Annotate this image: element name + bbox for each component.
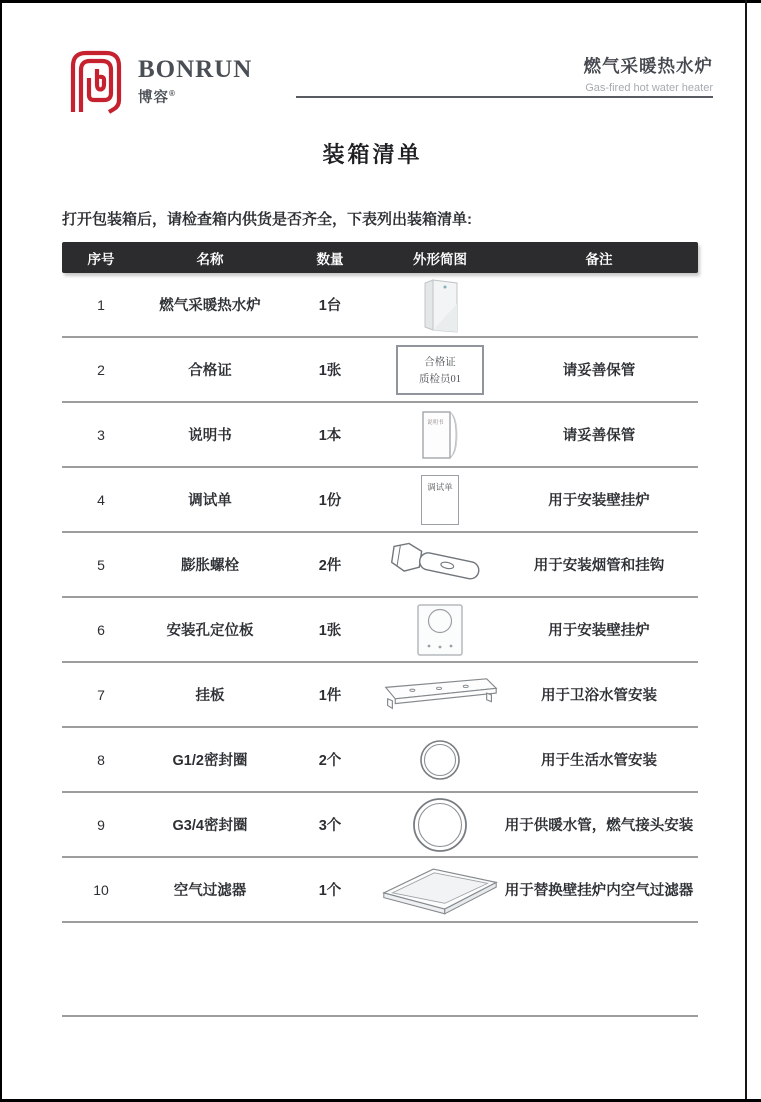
table-row: [62, 403, 698, 468]
heater-sketch: [415, 276, 465, 334]
svg-text:说明书: 说明书: [427, 419, 444, 426]
row-name-cell: 膨胀螺栓: [181, 558, 239, 574]
row-remark-cell: 请妥善保管: [562, 363, 636, 379]
row-no-cell: 3: [97, 426, 105, 443]
table-row: [62, 338, 698, 403]
row-qty-cell: 1个: [318, 883, 342, 899]
row-qty-cell: 3个: [318, 818, 342, 834]
row-no-cell: 9: [97, 816, 105, 833]
row-name-cell: 安装孔定位板: [166, 623, 254, 639]
brand-name-en: BONRUN: [138, 56, 253, 83]
row-sketch-cell: [380, 728, 500, 791]
packing-list-table: [62, 242, 698, 1017]
table-row: [62, 598, 698, 663]
row-remark-cell: 用于安装壁挂炉: [548, 493, 650, 509]
row-name-cell: 说明书: [188, 428, 232, 444]
registered-mark: ®: [169, 89, 176, 99]
row-remark-cell: 用于安装烟管和挂钩: [533, 558, 665, 574]
row-sketch-cell: [380, 403, 500, 466]
table-header-row: [62, 242, 698, 273]
row-remark-cell: 用于替换壁挂炉内空气过滤器: [504, 883, 694, 899]
row-name-cell: 合格证: [188, 363, 232, 379]
col-header-remark: 备注: [585, 251, 613, 267]
col-header-name: 名称: [196, 251, 224, 267]
header-divider: [296, 96, 713, 98]
row-qty-cell: 1本: [318, 428, 342, 444]
col-header-no: 序号: [87, 251, 115, 267]
row-no-cell: 6: [97, 621, 105, 638]
row-sketch-cell: [380, 858, 500, 921]
row-no-cell: 7: [97, 686, 105, 703]
row-no-cell: 10: [93, 881, 109, 898]
intro-text: 打开包装箱后，请检查箱内供货是否齐全，下表列出装箱清单:: [62, 211, 472, 228]
bonrun-logo-icon: [64, 48, 128, 114]
row-qty-cell: 1张: [318, 623, 342, 639]
air-filter-sketch: [380, 863, 500, 917]
row-remark-cell: 用于供暖水管，燃气接头安装: [504, 818, 694, 834]
row-sketch-cell: [380, 663, 500, 726]
empty-row: [62, 923, 698, 1017]
table-row: [62, 793, 698, 858]
certificate-sketch: 合格证 质检员01: [396, 345, 484, 395]
row-qty-cell: 1张: [318, 363, 342, 379]
brand-text: [138, 57, 252, 107]
page-border-right: [745, 0, 747, 1102]
row-sketch-cell: [380, 793, 500, 856]
hanging-plate-sketch: [380, 675, 500, 715]
row-name-cell: G3/4密封圈: [172, 818, 248, 834]
packing-table-body: [62, 273, 698, 923]
table-row: [62, 273, 698, 338]
row-no-cell: 2: [97, 361, 105, 378]
row-name-cell: G1/2密封圈: [172, 753, 248, 769]
row-sketch-cell: [380, 468, 500, 531]
header-product: [584, 53, 714, 94]
row-qty-cell: 1台: [318, 298, 342, 314]
table-row: [62, 663, 698, 728]
brand-name-cn: 博容®: [138, 89, 176, 106]
row-no-cell: 5: [97, 556, 105, 573]
product-title-cn: 燃气采暖热水炉: [583, 56, 713, 76]
row-remark-cell: 用于安装壁挂炉: [548, 623, 650, 639]
seal-ring-large-sketch: [411, 796, 469, 854]
page-title: 装箱清单: [322, 142, 423, 167]
row-remark-cell: 用于卫浴水管安装: [541, 688, 657, 704]
row-name-cell: 调试单: [188, 493, 232, 509]
table-row: [62, 533, 698, 598]
row-qty-cell: 1件: [318, 688, 342, 704]
positioning-plate-sketch: [416, 603, 464, 657]
product-title-en: Gas-fired hot water heater: [585, 82, 713, 94]
row-no-cell: 8: [97, 751, 105, 768]
col-header-sketch: 外形简图: [413, 251, 467, 267]
row-qty-cell: 1份: [318, 493, 342, 509]
page-border-top: [0, 0, 761, 3]
row-remark-cell: 用于生活水管安装: [541, 753, 657, 769]
row-sketch-cell: [380, 273, 500, 336]
col-header-qty: 数量: [316, 251, 344, 267]
table-row: [62, 858, 698, 923]
row-remark-cell: 请妥善保管: [562, 428, 636, 444]
seal-ring-small-sketch: [418, 738, 462, 782]
row-sketch-cell: [380, 533, 500, 596]
row-name-cell: 挂板: [195, 688, 225, 704]
manual-sketch: [419, 408, 461, 462]
table-row: [62, 468, 698, 533]
row-no-cell: 1: [97, 296, 105, 313]
row-name-cell: 燃气采暖热水炉: [159, 298, 261, 314]
row-qty-cell: 2件: [318, 558, 342, 574]
row-qty-cell: 2个: [318, 753, 342, 769]
row-sketch-cell: [380, 598, 500, 661]
debug-sheet-sketch: 调试单: [421, 475, 459, 525]
row-sketch-cell: [380, 338, 500, 401]
row-no-cell: 4: [97, 491, 105, 508]
row-name-cell: 空气过滤器: [173, 883, 247, 899]
expansion-bolt-sketch: [382, 540, 498, 590]
table-row: [62, 728, 698, 793]
